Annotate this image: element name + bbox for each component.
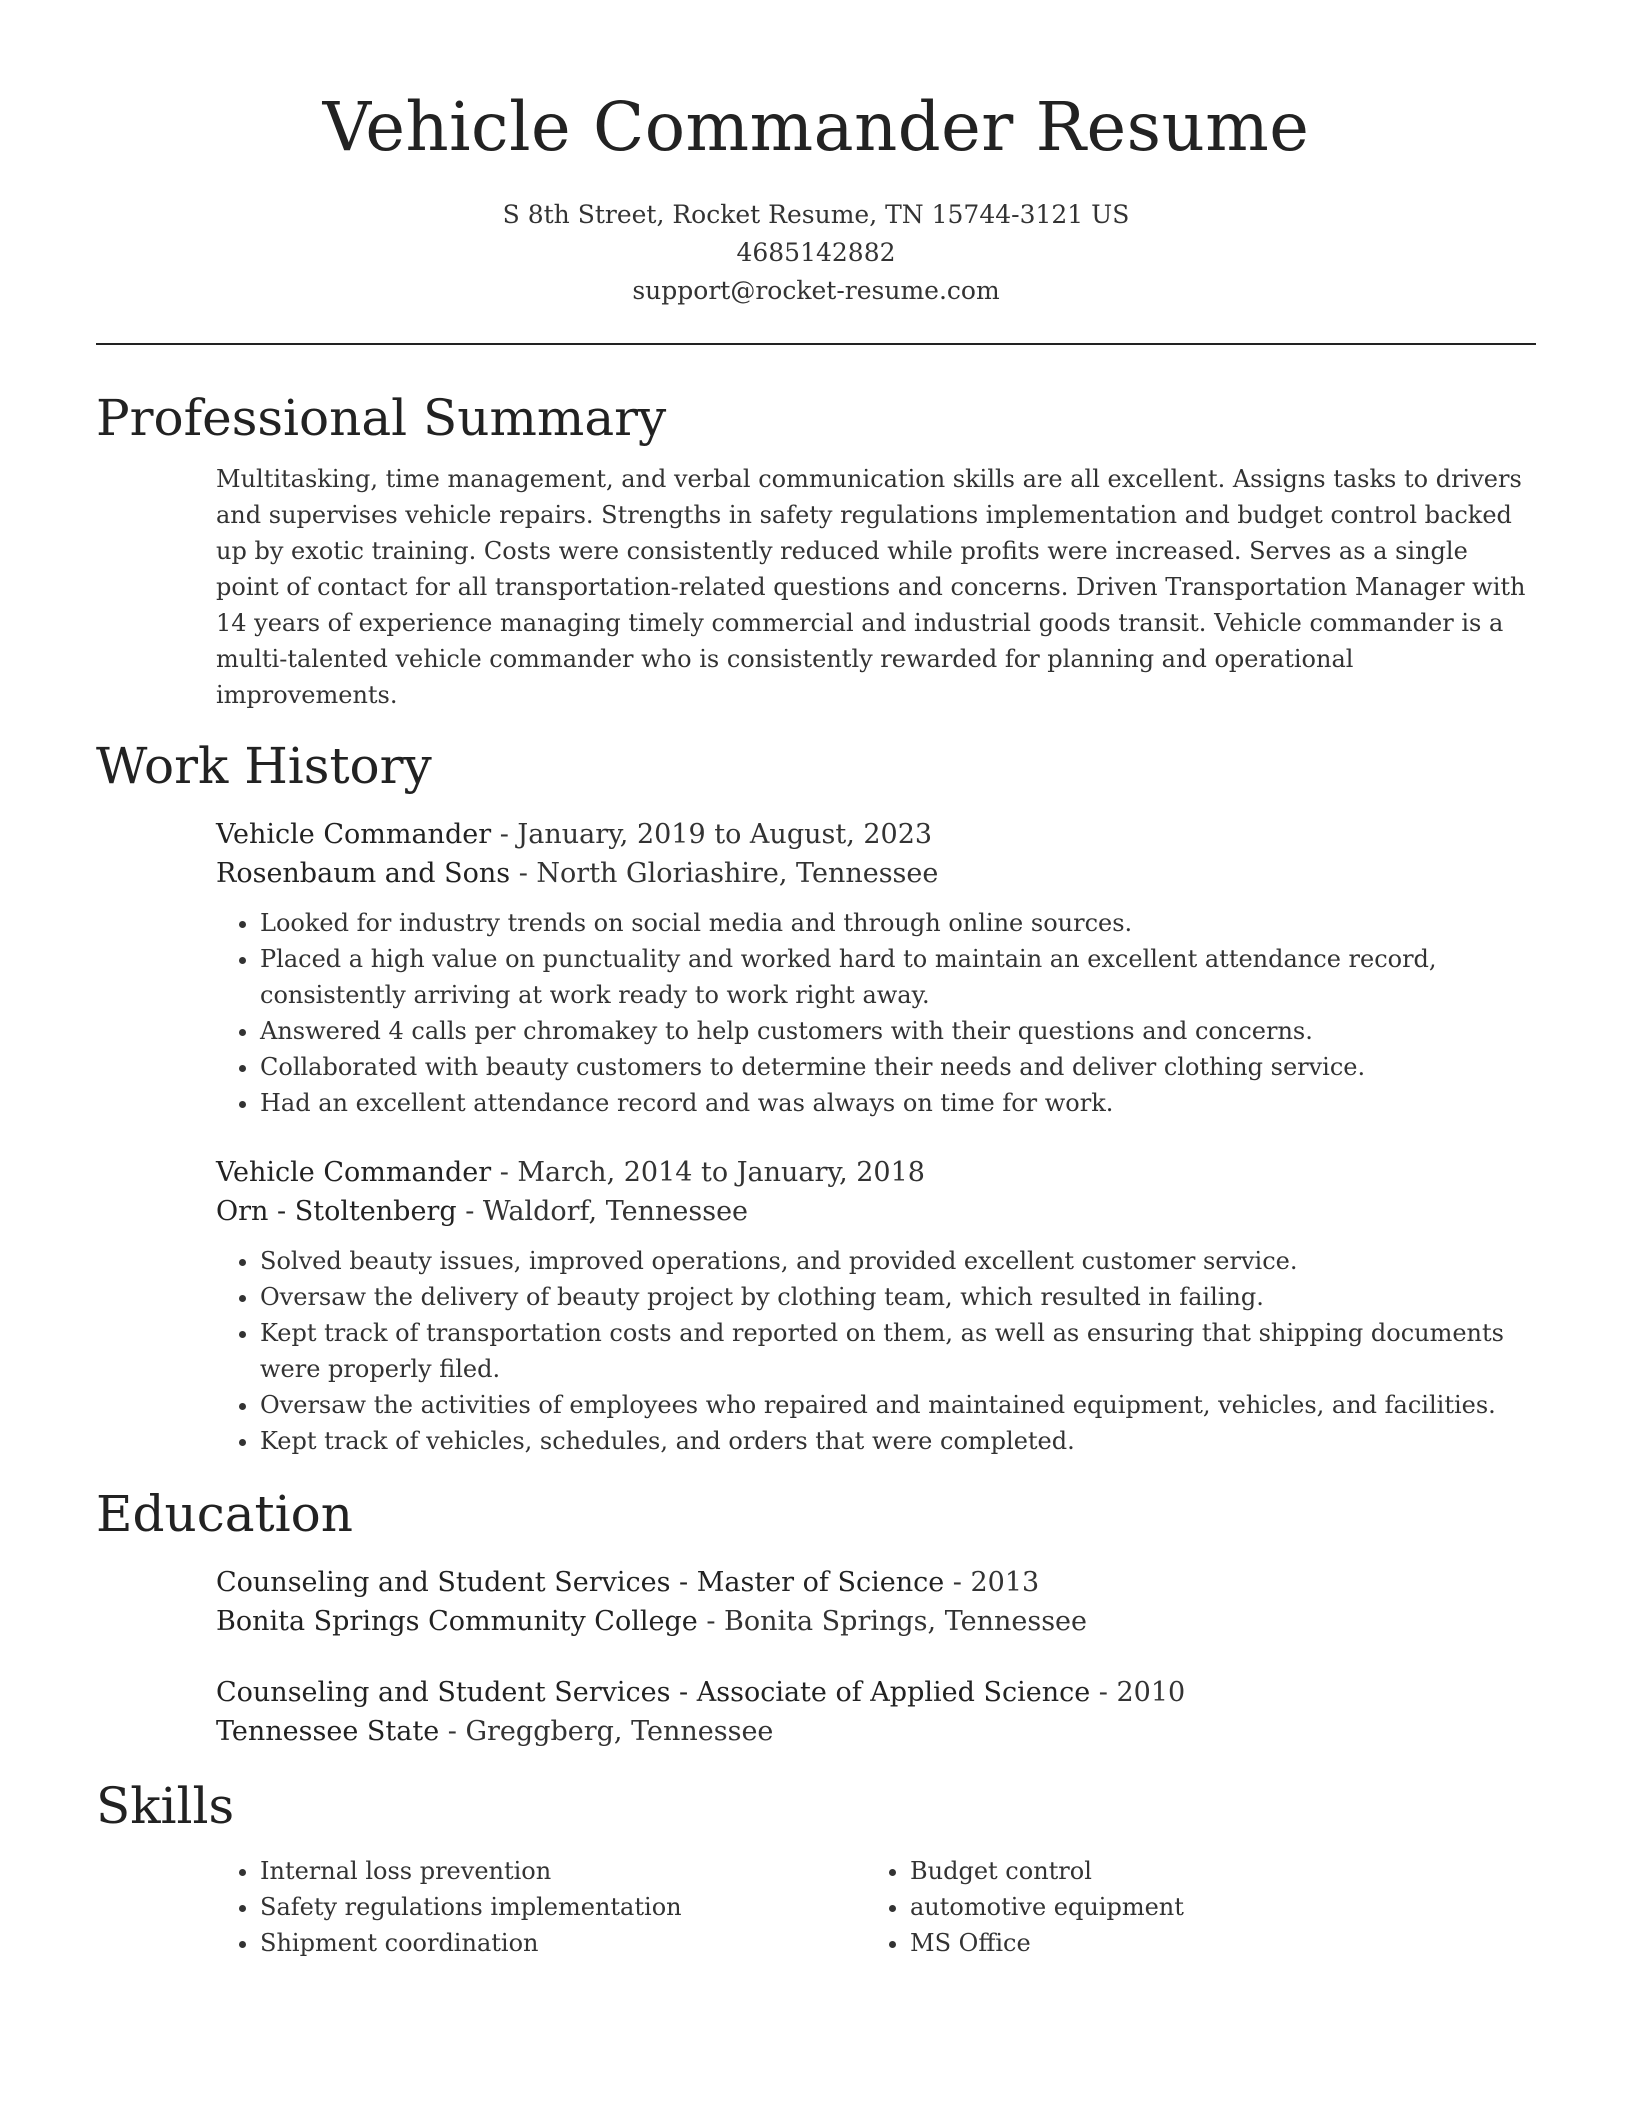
resume-header	[96, 80, 1536, 310]
education-degree-line	[216, 1563, 1536, 1602]
education-entry	[216, 1673, 1536, 1751]
skill-item: • Shipment coordination	[260, 1925, 866, 1961]
job-entry	[216, 815, 1536, 1121]
education-location: - Greggberg, Tennessee	[439, 1716, 774, 1747]
job-bullet: • Kept track of transportation costs and reported on them, as well as ensuring that shipping documents were properly filed.	[260, 1315, 1536, 1387]
job-dates: - January, 2019 to August, 2023	[491, 819, 933, 850]
education-location: - Bonita Springs, Tennessee	[697, 1606, 1088, 1637]
job-position: Vehicle Commander	[216, 819, 492, 850]
education-school: Bonita Springs Community College	[216, 1606, 698, 1637]
education-degree-line	[216, 1673, 1536, 1712]
job-company-line	[216, 854, 1536, 893]
education-degree: - Associate of Applied Science	[670, 1677, 1091, 1708]
resume-page	[96, 80, 1536, 1961]
contact-info	[96, 196, 1536, 310]
job-title-line	[216, 815, 1536, 854]
job-location: - Waldorf, Tennessee	[456, 1196, 749, 1227]
contact-email: support@rocket-resume.com	[632, 276, 1000, 305]
contact-address: S 8th Street, Rocket Resume, TN 15744-3121 US	[502, 200, 1130, 229]
section-title-skills: Skills	[96, 1777, 235, 1835]
job-company: Orn - Stoltenberg	[216, 1196, 457, 1227]
job-company: Rosenbaum and Sons	[216, 858, 511, 889]
job-entry	[216, 1153, 1536, 1459]
education-year: - 2013	[944, 1567, 1040, 1598]
education-year: - 2010	[1090, 1677, 1186, 1708]
section-title-summary: Professional Summary	[96, 389, 667, 447]
job-title-line	[216, 1153, 1536, 1192]
contact-phone: 4685142882	[736, 238, 896, 267]
education-school-line	[216, 1602, 1536, 1641]
education-school-line	[216, 1712, 1536, 1751]
resume-title: Vehicle Commander Resume	[322, 88, 1310, 166]
header-divider	[96, 343, 1536, 345]
education-entry	[216, 1563, 1536, 1641]
skill-item: • MS Office	[910, 1925, 1516, 1961]
job-bullet: • Collaborated with beauty customers to determine their needs and deliver clothing service.	[260, 1049, 1536, 1085]
work-history-list	[216, 815, 1536, 1459]
job-bullet: • Looked for industry trends on social media and through online sources.	[260, 905, 1536, 941]
job-bullet: • Oversaw the activities of employees who repaired and maintained equipment, vehicles, and facilities.	[260, 1387, 1536, 1423]
section-title-work-history: Work History	[96, 737, 432, 795]
job-bullet: • Answered 4 calls per chromakey to help customers with their questions and concerns.	[260, 1013, 1536, 1049]
skill-item: • Internal loss prevention	[260, 1853, 866, 1889]
job-bullet: • Oversaw the delivery of beauty project by clothing team, which resulted in failing.	[260, 1279, 1536, 1315]
education-field: Counseling and Student Services	[216, 1677, 671, 1708]
job-bullet: • Placed a high value on punctuality and worked hard to maintain an excellent attendance record, consistently arriving at work ready to work right away.	[260, 941, 1536, 1013]
education-list	[216, 1563, 1536, 1751]
job-bullet: • Solved beauty issues, improved operations, and provided excellent customer service.	[260, 1243, 1536, 1279]
skills-grid	[216, 1853, 1536, 1961]
skill-item: • automotive equipment	[910, 1889, 1516, 1925]
job-location: - North Gloriashire, Tennessee	[510, 858, 939, 889]
summary-text: Multitasking, time management, and verbal communication skills are all excellent. Assigns tasks to drivers and supervises vehicle repairs. Strengths in safety regulations implementation and budget control backed up by exotic training. Costs were consistently reduced while profits were increased. Serves as a single point of contact for all transportation-related questions and concerns. Driven Transportation Manager with 14 years of experience managing timely commercial and industrial goods transit. Vehicle commander is a multi-talented vehicle commander who is consistently rewarded for planning and operational improvements.	[216, 465, 1526, 709]
job-bullet-list	[216, 1243, 1536, 1459]
skills-column-right	[866, 1853, 1516, 1961]
job-position: Vehicle Commander	[216, 1157, 492, 1188]
job-bullet: • Kept track of vehicles, schedules, and orders that were completed.	[260, 1423, 1536, 1459]
skills-column-left	[216, 1853, 866, 1961]
job-bullet-list	[216, 905, 1536, 1121]
skill-item: • Safety regulations implementation	[260, 1889, 866, 1925]
education-school: Tennessee State	[216, 1716, 440, 1747]
section-title-education: Education	[96, 1485, 353, 1543]
job-bullet: • Had an excellent attendance record and was always on time for work.	[260, 1085, 1536, 1121]
skills-section	[216, 1853, 1536, 1961]
job-company-line	[216, 1192, 1536, 1231]
skill-item: • Budget control	[910, 1853, 1516, 1889]
education-field: Counseling and Student Services	[216, 1567, 671, 1598]
education-degree: - Master of Science	[670, 1567, 945, 1598]
job-dates: - March, 2014 to January, 2018	[491, 1157, 925, 1188]
